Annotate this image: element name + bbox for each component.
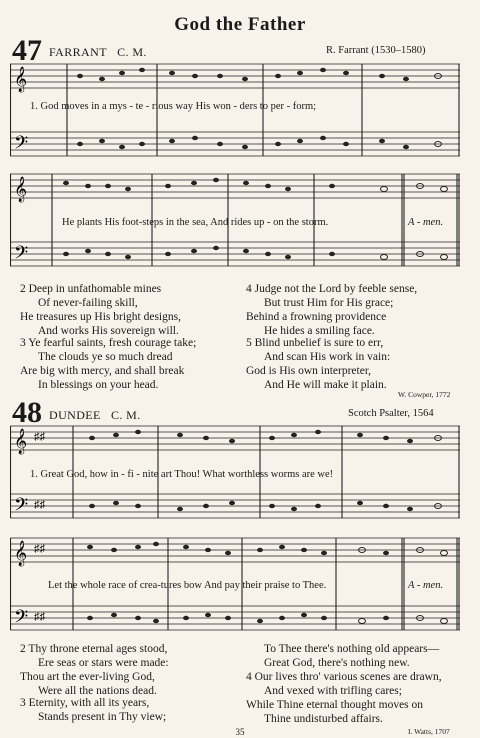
lyric-line-48-2: Let the whole race of crea-tures bow And pay their praise to Thee. bbox=[48, 580, 327, 591]
lyric-line-48-1: 1. Great God, how in - fi - nite art Thou! What worthless worms are we! bbox=[30, 469, 334, 480]
verse-47-5: 5 Blind unbelief is sure to err, And scan His work in vain: God is His own interpreter, And He will make it plain. bbox=[246, 337, 391, 391]
treble-clef-icon: 𝄞 bbox=[14, 428, 28, 453]
composer-48: Scotch Psalter, 1564 bbox=[348, 408, 434, 419]
credit-48: I. Watts, 1707 bbox=[408, 727, 450, 736]
section-title: God the Father bbox=[174, 14, 306, 35]
sharp-icon: ♯♯ bbox=[34, 543, 45, 555]
lyric-line-47-1: 1. God moves in a mys - te - rious way His won - ders to per - form; bbox=[30, 101, 317, 112]
composer-47: R. Farrant (1530–1580) bbox=[326, 45, 426, 56]
treble-clef-icon: 𝄞 bbox=[14, 540, 28, 565]
sharp-icon: ♯♯ bbox=[34, 499, 45, 511]
amen-47: A - men. bbox=[408, 217, 444, 228]
bass-clef-icon: 𝄢 bbox=[14, 494, 29, 519]
verse-48-2: 2 Thy throne eternal ages stood, Ere seas or stars were made: Thou art the ever-living God, Were all the nations dead. bbox=[20, 643, 169, 697]
hymn-number-48: 48 bbox=[12, 396, 42, 429]
tune-name-47: FARRANT C. M. bbox=[49, 45, 147, 59]
sharp-icon: ♯♯ bbox=[34, 611, 45, 623]
bass-clef-icon: 𝄢 bbox=[14, 242, 29, 267]
verse-47-3: 3 Ye fearful saints, fresh courage take; The clouds ye so much dread Are big with mercy, and shall break In blessings on your head. bbox=[20, 337, 197, 391]
credit-47: W. Cowper, 1772 bbox=[398, 390, 451, 399]
sharp-icon: ♯♯ bbox=[34, 431, 45, 443]
verse-48-3: 3 Eternity, with all its years, Stands present in Thy view; bbox=[20, 697, 167, 723]
verse-48-4: 4 Our lives thro' various scenes are drawn, And vexed with trifling cares; While Thine eternal thought moves on Thine undisturbed affairs. bbox=[246, 671, 442, 725]
bass-clef-icon: 𝄢 bbox=[14, 606, 29, 631]
treble-clef-icon: 𝄞 bbox=[14, 66, 28, 91]
hymn-number-47: 47 bbox=[12, 34, 42, 67]
verse-48-3-cont: To Thee there's nothing old appears— Great God, there's nothing new. bbox=[264, 643, 440, 669]
lyric-line-47-2: He plants His foot-steps in the sea, And rides up - on the storm. bbox=[62, 217, 329, 228]
page-number: 35 bbox=[235, 727, 245, 737]
treble-clef-icon: 𝄞 bbox=[14, 176, 28, 201]
tune-name-48: DUNDEE C. M. bbox=[49, 408, 141, 422]
bass-clef-icon: 𝄢 bbox=[14, 132, 29, 157]
verse-47-2: 2 Deep in unfathomable mines Of never-failing skill, He treasures up His bright designs, And works His sovereign will. bbox=[20, 283, 181, 337]
amen-48: A - men. bbox=[408, 580, 444, 591]
verse-47-4: 4 Judge not the Lord by feeble sense, But trust Him for His grace; Behind a frowning providence He hides a smiling face. bbox=[246, 283, 418, 337]
